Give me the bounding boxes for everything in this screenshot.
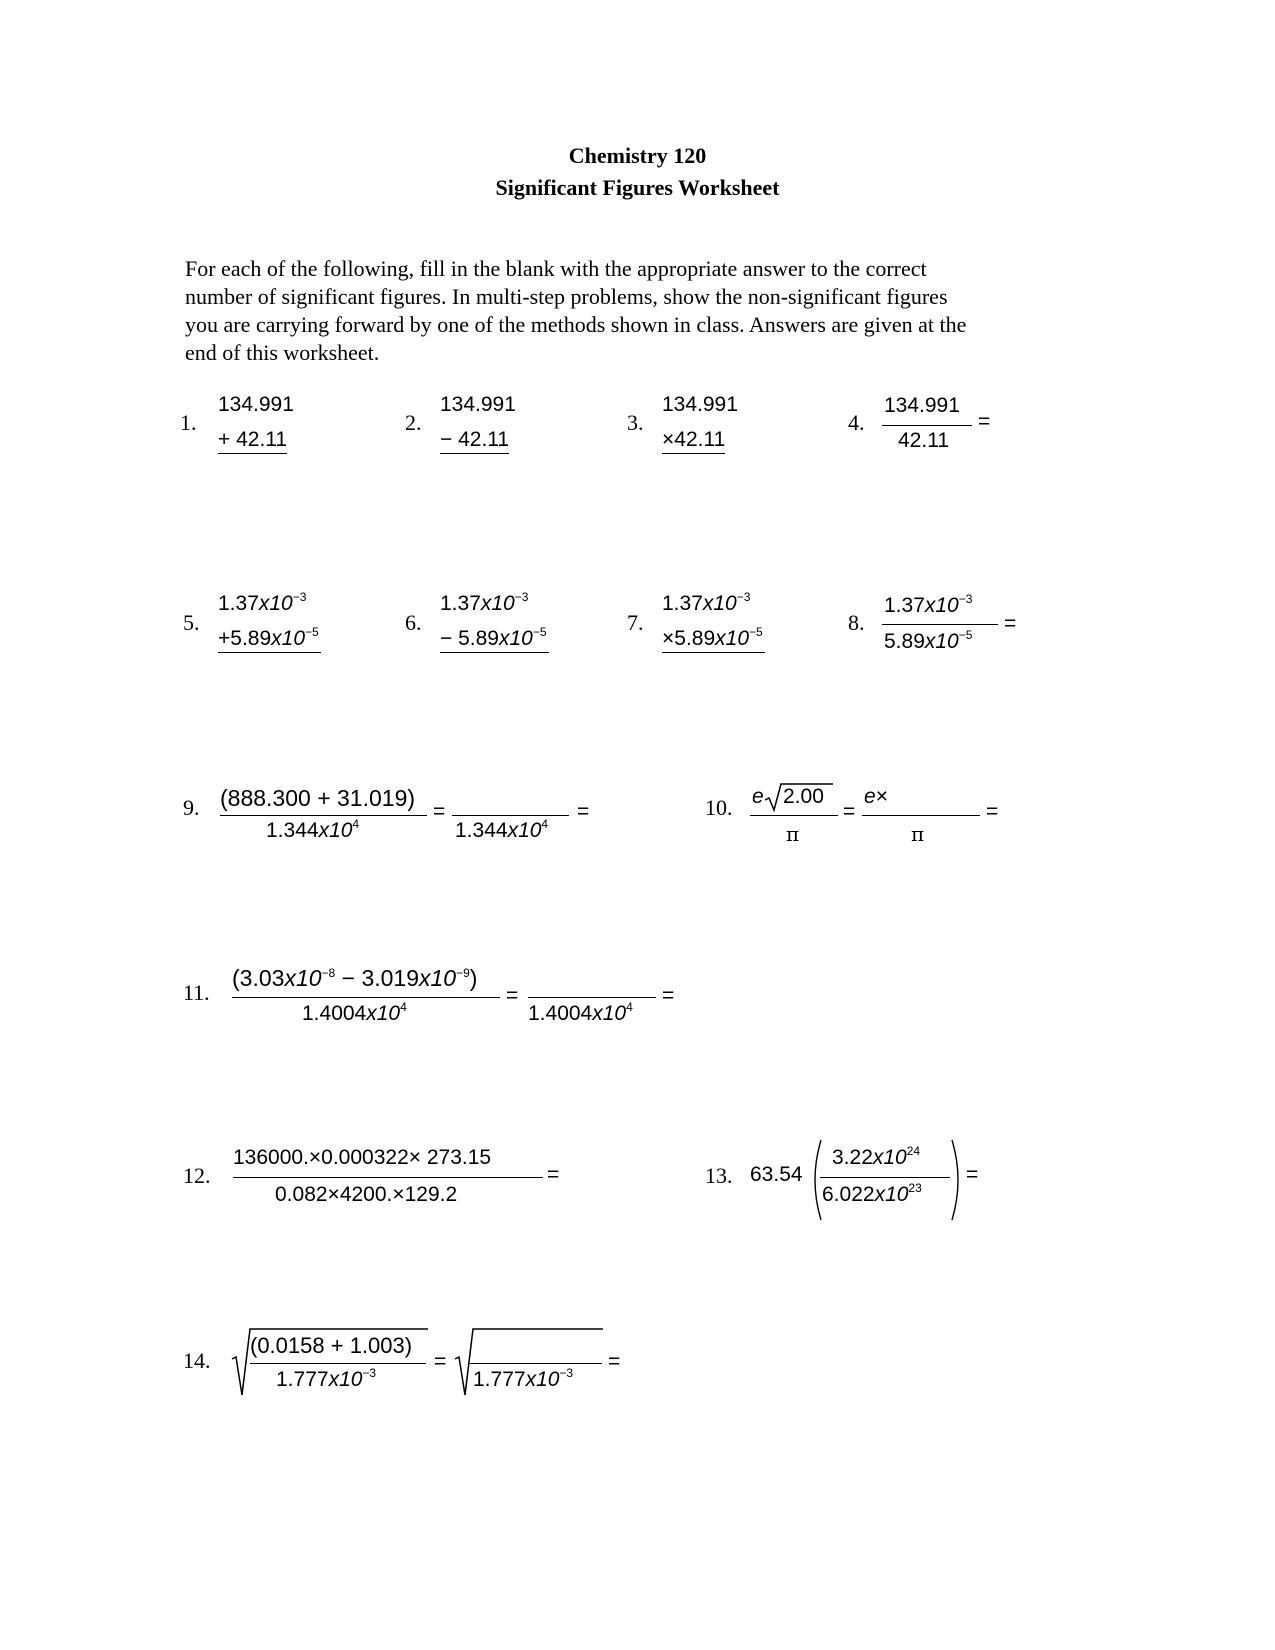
- fraction-bar: [820, 1177, 950, 1178]
- problem-number: 3.: [627, 410, 644, 435]
- fraction-bar: [220, 815, 427, 816]
- problem-number: 13.: [705, 1163, 733, 1188]
- problem-number: 12.: [183, 1163, 211, 1188]
- bottom-operand: $\times 5.89x10^{-5}$: [662, 627, 765, 653]
- problem-number: 10.: [705, 795, 733, 820]
- denominator: $5.89x10^{-5}$: [884, 628, 973, 653]
- top-operand: $1.37x10^{-3}$: [218, 590, 307, 615]
- equals-sign: =: [608, 1350, 621, 1373]
- problem-number: 14.: [183, 1348, 211, 1373]
- bottom-operand: + 42.11: [218, 428, 287, 454]
- equals-sign: =: [662, 984, 675, 1007]
- equals-sign: =: [978, 410, 991, 433]
- numerator: 136000.×0.000322× 273.15: [233, 1146, 492, 1169]
- denominator: 42.11: [898, 429, 949, 452]
- denominator: 0.082×4200.×129.2: [275, 1183, 458, 1206]
- worksheet-title: Significant Figures Worksheet: [495, 175, 780, 200]
- top-operand: 134.991: [440, 393, 516, 416]
- bottom-operand: − $5.89x10^{-5}$: [440, 627, 549, 653]
- pi-symbol: π: [911, 822, 925, 846]
- equals-sign: =: [433, 800, 446, 823]
- top-operand: $1.37x10^{-3}$: [662, 590, 751, 615]
- denominator: $1.4004x10^4$: [302, 1000, 407, 1025]
- fraction-bar: [232, 997, 500, 998]
- denominator: $1.777x10^{-3}$: [276, 1366, 377, 1391]
- equals-sign: =: [506, 984, 519, 1007]
- top-operand: $1.37x10^{-3}$: [440, 590, 529, 615]
- numerator: $(3.03x10^{-8} - 3.019x10^{-9})$: [232, 965, 478, 991]
- denominator: $1.777x10^{-3}$: [473, 1366, 574, 1391]
- fraction-bar: [882, 425, 972, 426]
- equals-sign: =: [966, 1163, 979, 1186]
- answer-blank-bar: [528, 997, 656, 998]
- problem-number: 5.: [183, 610, 200, 635]
- course-title: Chemistry 120: [568, 143, 707, 168]
- fraction-bar: [250, 1363, 426, 1364]
- equals-sign: =: [434, 1350, 447, 1373]
- problem-number: 8.: [848, 610, 865, 635]
- answer-blank-bar: [470, 1363, 602, 1364]
- problem-number: 2.: [405, 410, 422, 435]
- euler-e: e: [752, 785, 764, 808]
- numerator: (0.0158 + 1.003): [250, 1333, 413, 1358]
- bottom-operand: $+5.89x10^{-5}$: [218, 627, 321, 653]
- problem-number: 9.: [183, 795, 200, 820]
- fraction-bar: [882, 624, 998, 625]
- bottom-operand: ×42.11: [662, 428, 725, 454]
- denominator: $6.022x10^{23}$: [822, 1181, 922, 1206]
- equals-sign: =: [1004, 612, 1017, 635]
- fraction-bar: [750, 815, 838, 816]
- equals-sign: =: [843, 800, 856, 823]
- bottom-operand: − 42.11: [440, 428, 509, 454]
- denominator: $1.344x10^4$: [455, 817, 549, 842]
- problem-number: 11.: [183, 980, 210, 1005]
- left-paren-icon: [809, 1140, 823, 1220]
- numerator: $1.37x10^{-3}$: [884, 592, 973, 617]
- equals-sign: =: [547, 1163, 560, 1186]
- denominator: $1.344x10^4$: [266, 817, 360, 842]
- instructions-paragraph: For each of the following, fill in the blank with the appropriate answer to the correct number of significant figures. In multi-step problems, show the non-significant figures you are carrying forward by one of the methods shown in class. Answers are given at the end of this worksheet.: [185, 256, 967, 365]
- answer-blank-bar: [452, 815, 569, 816]
- numerator: e×: [864, 785, 888, 808]
- answer-blank-bar: [862, 815, 980, 816]
- denominator: $1.4004x10^4$: [528, 1000, 633, 1025]
- right-paren-icon: [950, 1140, 964, 1220]
- problem-number: 7.: [627, 610, 644, 635]
- equals-sign: =: [986, 800, 999, 823]
- top-operand: 134.991: [218, 393, 294, 416]
- numerator: (888.300 + 31.019): [220, 785, 416, 811]
- numerator: $3.22x10^{24}$: [832, 1144, 921, 1169]
- radicand: 2.00: [783, 785, 824, 808]
- problem-number: 6.: [405, 610, 422, 635]
- equals-sign: =: [577, 800, 590, 823]
- numerator: 134.991: [884, 394, 960, 417]
- top-operand: 134.991: [662, 393, 738, 416]
- problem-number: 1.: [180, 410, 197, 435]
- fraction-bar: [233, 1177, 543, 1178]
- pi-symbol: π: [786, 822, 800, 846]
- factor: 63.54: [750, 1163, 803, 1186]
- problem-number: 4.: [848, 410, 865, 435]
